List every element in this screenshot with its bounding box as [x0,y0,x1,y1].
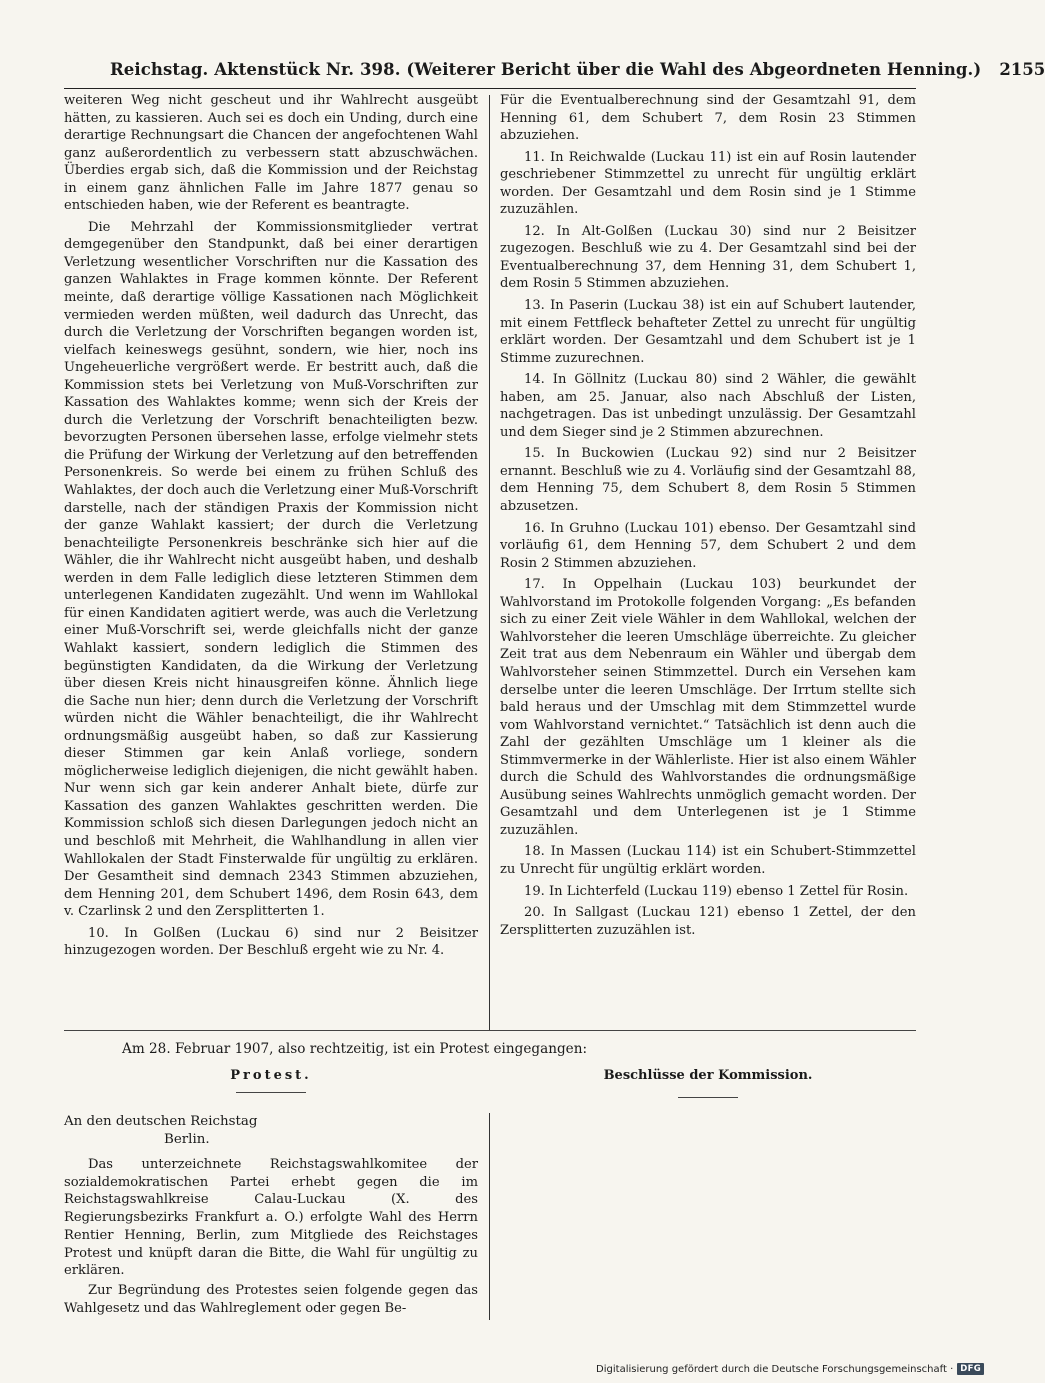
paragraph: 11. In Reichwalde (Luckau 11) ist ein auf Rosin lautender geschriebener Stimmzettel zu unrecht für ungültig erklärt worden. Der Gesamtzahl und dem Rosin sind je 1 Stimme zuzuzählen. [500,149,916,218]
decisions-heading: Beschlüsse der Kommission. [603,1068,813,1083]
address-city: Berlin. [164,1131,210,1147]
page-header [110,60,1045,88]
decisions-heading-rule [678,1097,738,1098]
dfg-logo: DFG [957,1363,984,1375]
paragraph: 16. In Gruhno (Luckau 101) ebenso. Der Gesamtzahl sind vorläufig 61, dem Henning 57, dem Schubert 2 und dem Rosin 2 Stimmen abzuziehen. [500,520,916,571]
protest-heading: Protest. [230,1068,312,1083]
paragraph: 19. In Lichterfeld (Luckau 119) ebenso 1 Zettel für Rosin. [524,883,909,899]
paragraph: Die Mehrzahl der Kommissionsmitglieder vertrat demgegenüber den Standpunkt, daß bei einer derartigen Verletzung wesentlicher Vorschriften nur die Kassation des ganzen Wahlaktes in Frage kommen könnte. Der Referent meinte, daß derartige völlige Kassationen nach Möglichkeit vermieden werden müßten, weil dadurch das Unrecht, das durch die Verletzung der Vorschriften begangen worden ist, vielfach keineswegs gesühnt, sondern, wie hier, noch ins Ungeheuerliche vergrößert werde. Er bestritt auch, daß die Kommission stets bei Verletzung von Muß-Vorschriften zur Kassation des Wahlaktes komme; wenn sich der Kreis der durch die Verletzung der Vorschrift benachteiligten bezw. bevorzugten Personen übersehen lasse, erfolge vielmehr stets die Prüfung der Wirkung der Verletzung auf den betreffenden Personenkreis. So werde bei einem zu frühen Schluß des Wahlaktes, der doch auch die Verletzung einer Muß-Vorschrift darstelle, nach der ständigen Praxis der Kommission nicht der ganze Wahlakt kassiert; der durch die Verletzung benachteiligte Personenkreis beschränke sich hier auf die Wähler, die ihr Wahlrecht nicht ausgeübt haben, und deshalb werden in dem Falle lediglich diese letzteren Stimmen dem unterlegenen Kandidaten zugezählt. Und wenn im Wahllokal für einen Kandidaten agitiert werde, was auch die Verletzung einer Muß-Vorschrift sei, werde gleichfalls nicht der ganze Wahlakt kassiert, sondern lediglich die Stimmen des begünstigten Kandidaten, da die Wirkung der Verletzung über diesen Kreis nicht hinausgreifen könne. Ähnlich liege die Sache nun hier; denn durch die Verletzung der Vorschrift würden nicht die Wähler benachteiligt, die ihr Wahlrecht ordnungsmäßig ausgeübt haben, so daß zur Kassierung dieser Stimmen gar kein Anlaß vorliege, sondern möglicherweise lediglich diejenigen, die nicht gewählt haben. Nur wenn sich gar kein anderer Anhalt biete, dürfe zur Kassation des ganzen Wahlaktes geschritten werden. Die Kommission schloß sich diesen Darlegungen jedoch nicht an und beschloß mit Mehrheit, die Wahlhandlung in allen vier Wahllokalen der Stadt Finsterwalde für ungültig zu erklären. Der Gesamtheit sind demnach 2343 Stimmen abzuziehen, dem Henning 201, dem Schubert 1496, dem Rosin 643, dem v. Czarlinsk 2 und den Zersplitterten 1. [64,219,478,920]
footer [596,1363,984,1375]
left-column [64,92,478,960]
paragraph: 20. In Sallgast (Luckau 121) ebenso 1 Zettel, der den Zersplitterten zuzuzählen ist. [500,905,916,938]
protest-intro: Am 28. Februar 1907, also rechtzeitig, ist ein Protest eingegangen: [122,1041,588,1057]
right-column [500,92,916,939]
paragraph: Für die Eventualberechnung sind der Gesamtzahl 91, dem Henning 61, dem Schubert 7, dem Rosin 23 Stimmen abzuziehen. [500,93,916,144]
address-line: An den deutschen Reichstag [64,1114,258,1129]
protest-address [64,1113,478,1149]
paragraph: weiteren Weg nicht gescheut und ihr Wahlrecht ausgeübt hätten, zu kassieren. Auch sei es doch ein Unding, durch eine derartige Rechnungsart die Chancen der angefochtenen Wahl ganz außerordentlich zu verbessern statt abzuschwächen. Überdies ergab sich, daß die Kommission und der Reichstag in einem ganz ähnlichen Falle im Jahre 1877 genau so entschieden haben, wie der Referent es beantragte. [64,93,478,214]
paragraph: 13. In Paserin (Luckau 38) ist ein auf Schubert lautender, mit einem Fettfleck behafteter Zettel zu unrecht für ungültig erklärt worden. Der Gesamtzahl und dem Schubert ist je 1 Stimme zuzurechnen. [500,298,916,366]
paragraph: 12. In Alt-Golßen (Luckau 30) sind nur 2 Beisitzer zugezogen. Beschluß wie zu 4. Der Gesamtzahl sind bei der Eventualberechnung 37, dem Henning 31, dem Schubert 1, dem Rosin 5 Stimmen abzuziehen. [500,223,916,292]
header-title: Reichstag. Aktenstück Nr. 398. (Weiterer Bericht über die Wahl des Abgeordneten Henning.) [110,60,982,79]
footer-text: Digitalisierung gefördert durch die Deutsche Forschungsgemeinschaft · [596,1363,954,1375]
header-rule [64,88,916,89]
paragraph: 15. In Buckowien (Luckau 92) sind nur 2 Beisitzer ernannt. Beschluß wie zu 4. Vorläufig sind der Gesamtzahl 88, dem Henning 75, dem Schubert 8, dem Rosin 5 Stimmen abzusetzen. [500,446,916,515]
paragraph: 17. In Oppelhain (Luckau 103) beurkundet der Wahlvorstand im Protokolle folgenden Vorgang: „Es befanden sich zu einer Zeit viele Wähler in dem Wahllokal, welchen der Wahlvorsteher die leeren Umschläge überreichte. Zu gleicher Zeit trat aus dem Nebenraum ein Wähler und übergab dem Wahlvorsteher seinen Stimmzettel. Durch ein Versehen kam derselbe unter die leeren Umschläge. Der Irrtum stellte sich bald heraus und der Umschlag mit dem Stimmzettel wurde vom Wahlvorstand vernichtet.“ Tatsächlich ist denn auch die Zahl der gezählten Umschläge um 1 kleiner als die Stimmvermerke in der Wählerliste. Hier ist also einem Wähler durch die Schuld des Wahlvorstandes die ordnungsmäßige Ausübung seines Wahlrechts unmöglich gemacht worden. Der Gesamtzahl und dem Unterlegenen ist je 1 Stimme zuzuzählen. [500,577,916,838]
column-divider [489,1113,490,1320]
protest-heading-rule [236,1092,306,1093]
protest-body [64,1156,478,1317]
paragraph: 14. In Göllnitz (Luckau 80) sind 2 Wähler, die gewählt haben, am 25. Januar, also nach Abschluß der Listen, nachgetragen. Das ist unbedingt unzulässig. Der Gesamtzahl und dem Sieger sind je 2 Stimmen abzurechnen. [500,372,916,440]
page-number: 2155 [999,60,1045,79]
paragraph: Zur Begründung des Protestes seien folgende gegen das Wahlgesetz und das Wahlreglement oder gegen Be- [64,1282,478,1316]
column-divider [489,95,490,1030]
section-rule [64,1030,916,1031]
paragraph: 10. In Golßen (Luckau 6) sind nur 2 Beisitzer hinzugezogen worden. Der Beschluß ergeht wie zu Nr. 4. [64,925,478,959]
paragraph: 18. In Massen (Luckau 114) ist ein Schubert-Stimmzettel zu Unrecht für ungültig erklärt worden. [500,844,916,877]
paragraph: Das unterzeichnete Reichstagswahlkomitee der sozialdemokratischen Partei erhebt gegen die im Reichstagswahlkreise Calau-Luckau (X. des Regierungsbezirks Frankfurt a. O.) erfolgte Wahl des Herrn Rentier Henning, Berlin, zum Mitgliede des Reichstages Protest und knüpft daran die Bitte, die Wahl für ungültig zu erklären. [64,1157,478,1279]
